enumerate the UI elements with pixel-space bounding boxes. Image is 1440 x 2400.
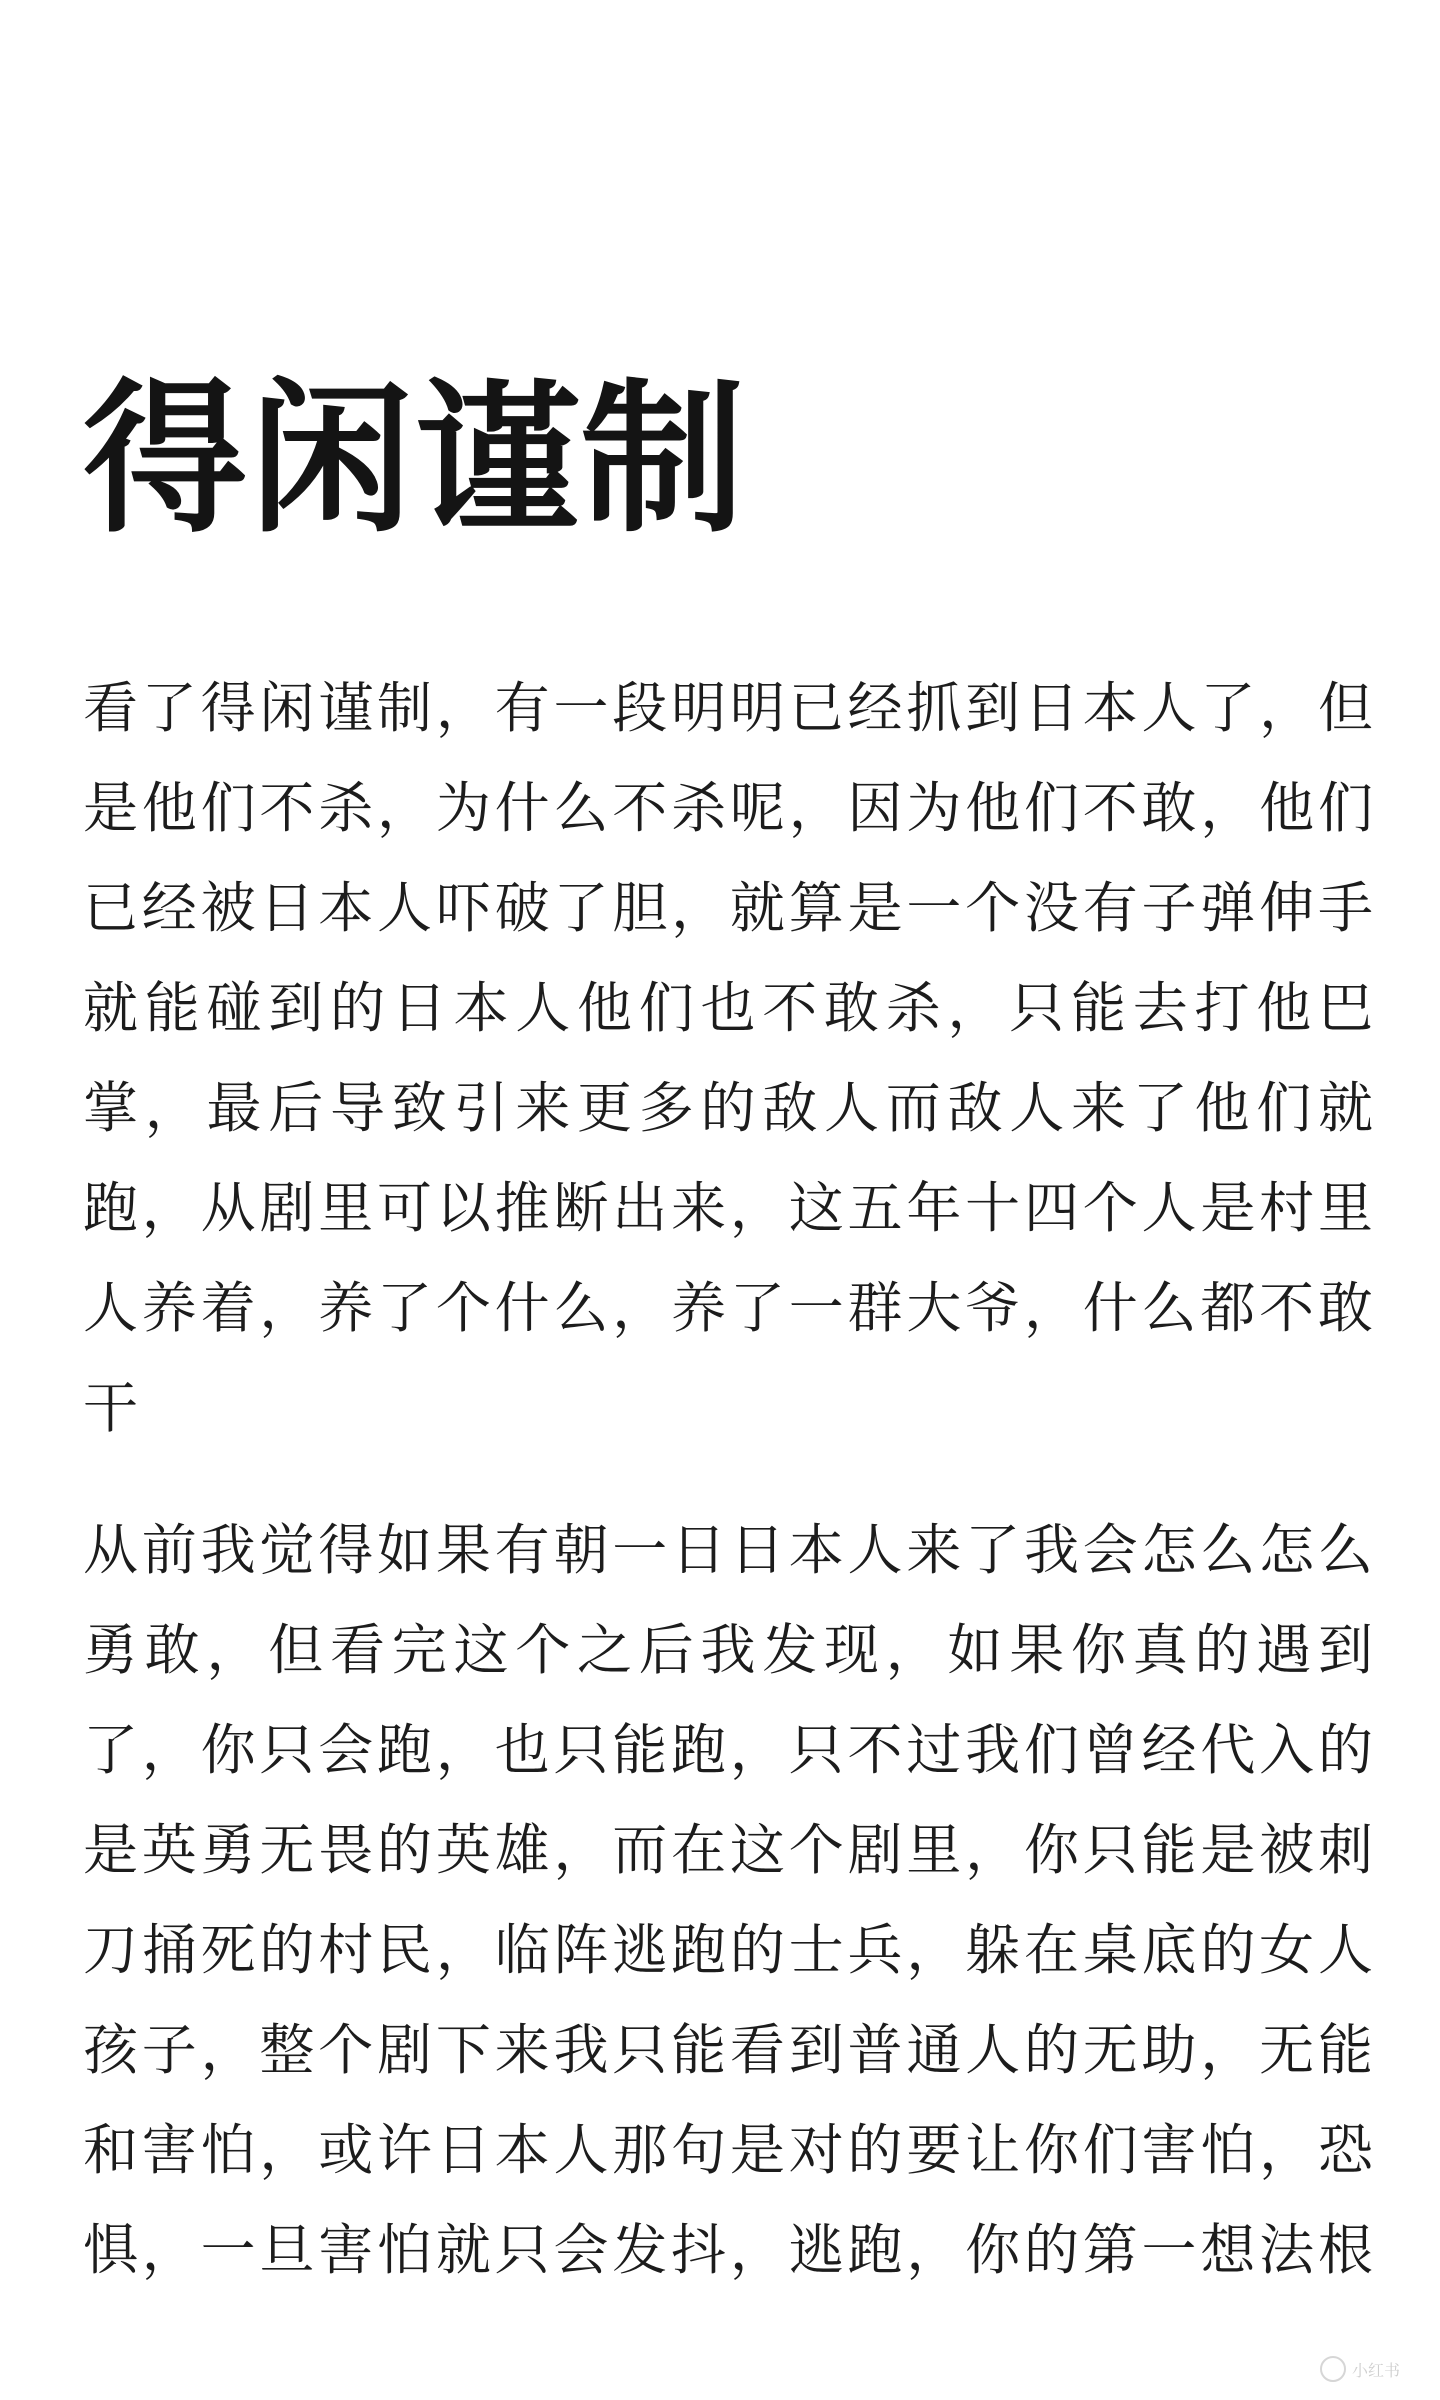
paragraph-2 [83,1500,1373,2300]
text-line: 从前我觉得如果有朝一日日本人来了我会怎么怎么 [83,1518,1373,1582]
text-line: 了，你只会跑，也只能跑，只不过我们曾经代入的 [83,1718,1373,1782]
text-line: 勇敢，但看完这个之后我发现，如果你真的遇到 [83,1618,1373,1682]
text-line: 是他们不杀，为什么不杀呢，因为他们不敢，他们 [83,776,1373,840]
text-line: 干 [83,1376,139,1440]
article [83,360,1373,2300]
text-line: 掌，最后导致引来更多的敌人而敌人来了他们就 [83,1076,1373,1140]
text-line: 和害怕，或许日本人那句是对的要让你们害怕，恐 [83,2118,1373,2182]
text-line: 刀捅死的村民，临阵逃跑的士兵，躲在桌底的女人 [83,1918,1373,1982]
text-line: 孩子，整个剧下来我只能看到普通人的无助，无能 [83,2018,1373,2082]
watermark-text: 小红书 [1351,2360,1400,2380]
article-title: 得闲谨制 [83,364,748,555]
watermark [1320,2356,1400,2382]
watermark-logo-icon [1320,2356,1346,2382]
text-line: 是英勇无畏的英雄，而在这个剧里，你只能是被刺 [83,1818,1373,1882]
text-line: 就能碰到的日本人他们也不敢杀，只能去打他巴 [83,976,1373,1040]
text-line: 人养着，养了个什么，养了一群大爷，什么都不敢 [83,1276,1373,1340]
text-line: 惧，一旦害怕就只会发抖，逃跑，你的第一想法根 [83,2218,1373,2282]
paragraph-1 [83,658,1373,1458]
text-line: 已经被日本人吓破了胆，就算是一个没有子弹伸手 [83,876,1373,940]
article-body [83,658,1373,2300]
text-line: 看了得闲谨制，有一段明明已经抓到日本人了，但 [83,676,1373,740]
text-line: 跑，从剧里可以推断出来，这五年十四个人是村里 [83,1176,1373,1240]
